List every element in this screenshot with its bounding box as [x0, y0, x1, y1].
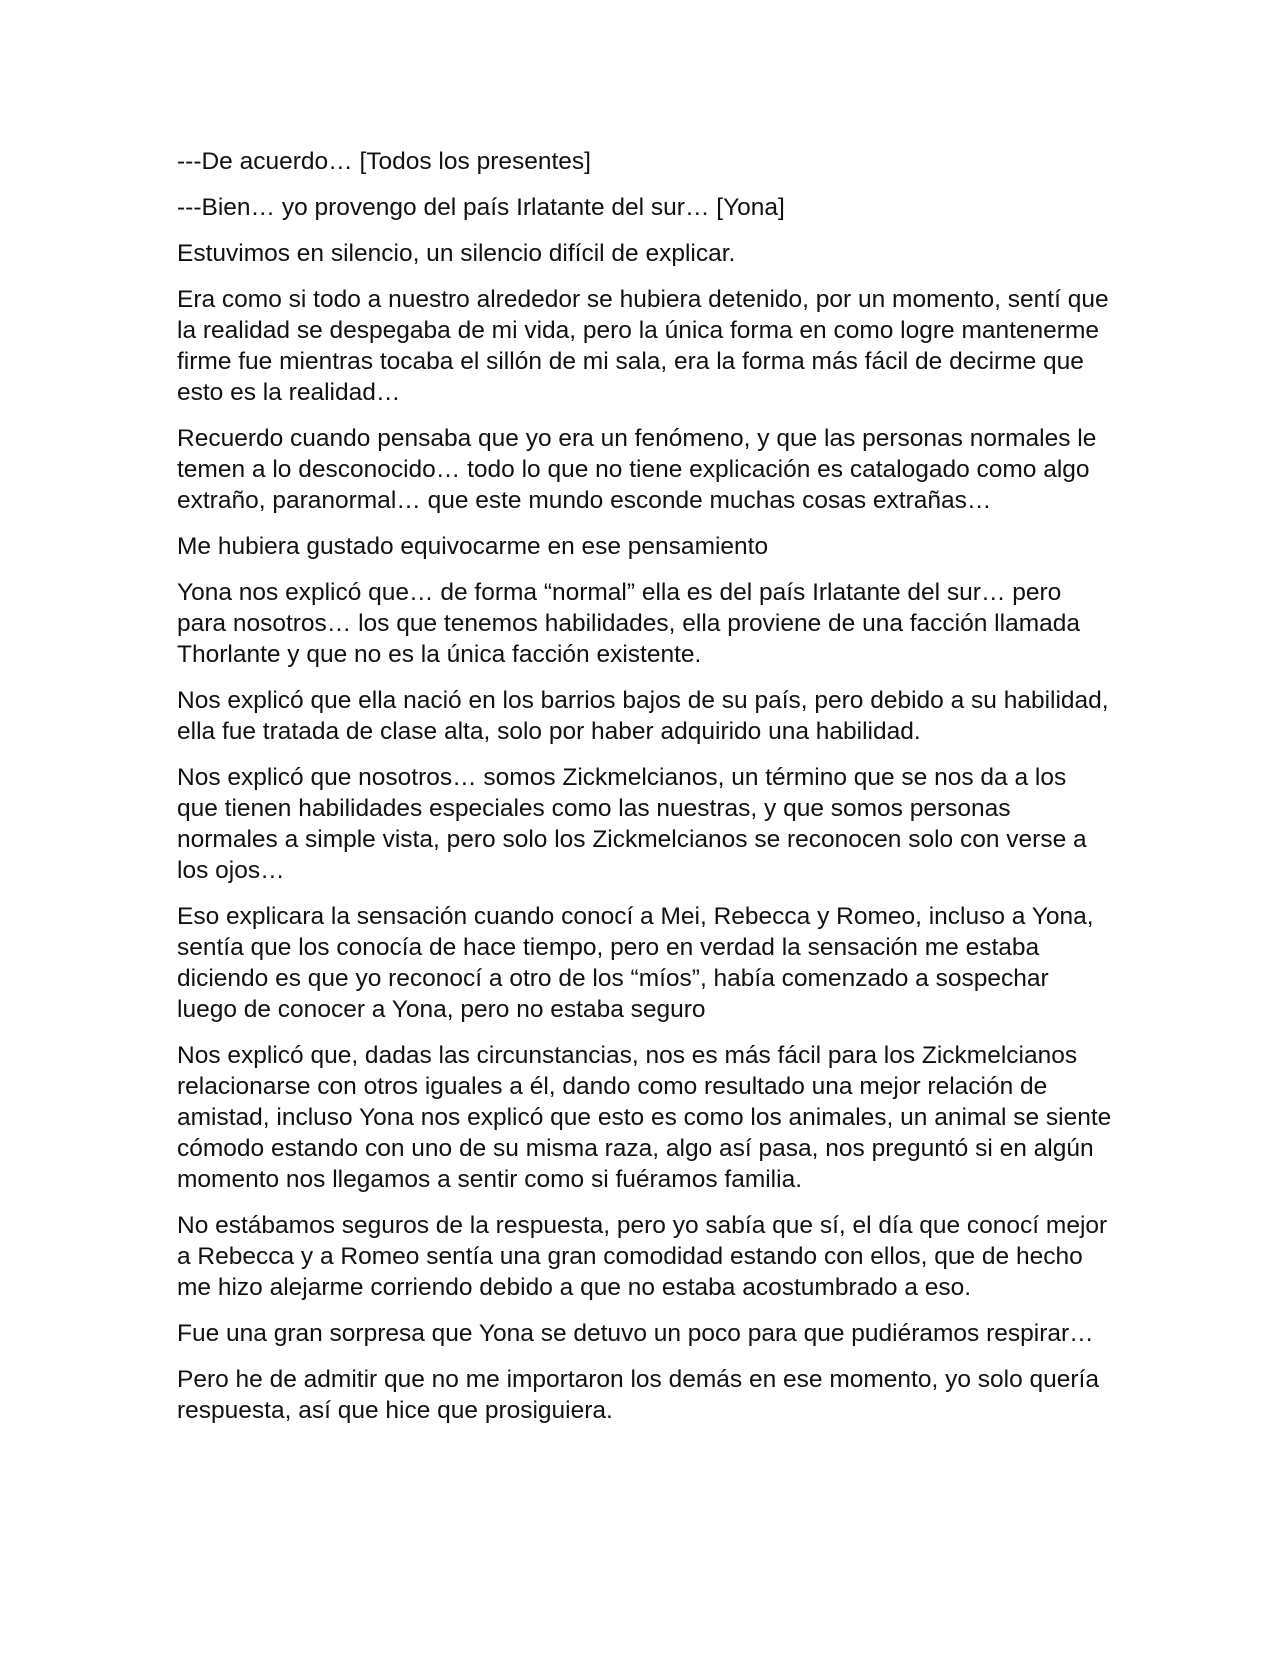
paragraph: Eso explicara la sensación cuando conocí a Mei, Rebecca y Romeo, incluso a Yona, sentía que los conocía de hace tiempo, pero en verdad la sensación me estaba diciendo es que yo reconocí a otro de los “míos”, había comenzado a sospechar luego de conocer a Yona, pero no estaba seguro	[177, 903, 1094, 1023]
paragraph: Yona nos explicó que… de forma “normal” ella es del país Irlatante del sur… pero para nosotros… los que tenemos habilidades, ella proviene de una facción llamada Thorlante y que no es la única facción existente.	[177, 579, 1080, 668]
paragraph-dialogue-2: ---Bien… yo provengo del país Irlatante del sur… [Yona]	[177, 194, 785, 221]
paragraph: Era como si todo a nuestro alrededor se hubiera detenido, por un momento, sentí que la realidad se despegaba de mi vida, pero la única forma en como logre mantenerme firme fue mientras tocaba el sillón de mi sala, era la forma más fácil de decirme que esto es la realidad…	[177, 286, 1109, 406]
document-body	[177, 146, 1112, 1441]
paragraph: No estábamos seguros de la respuesta, pero yo sabía que sí, el día que conocí mejor a Rebecca y a Romeo sentía una gran comodidad estando con ellos, que de hecho me hizo alejarme corriendo debido a que no estaba acostumbrado a eso.	[177, 1212, 1108, 1301]
paragraph: Nos explicó que ella nació en los barrios bajos de su país, pero debido a su habilidad, ella fue tratada de clase alta, solo por haber adquirido una habilidad.	[177, 687, 1109, 745]
paragraph: Estuvimos en silencio, un silencio difícil de explicar.	[177, 240, 736, 267]
paragraph: Nos explicó que nosotros… somos Zickmelcianos, un término que se nos da a los que tienen habilidades especiales como las nuestras, y que somos personas normales a simple vista, pero solo los Zickmelcianos se reconocen solo con verse a los ojos…	[177, 764, 1087, 884]
paragraph: Me hubiera gustado equivocarme en ese pensamiento	[177, 533, 769, 560]
paragraph: Pero he de admitir que no me importaron los demás en ese momento, yo solo quería respuesta, así que hice que prosiguiera.	[177, 1366, 1099, 1424]
paragraph: Recuerdo cuando pensaba que yo era un fenómeno, y que las personas normales le temen a lo desconocido… todo lo que no tiene explicación es catalogado como algo extraño, paranormal… que este mundo esconde muchas cosas extrañas…	[177, 425, 1097, 514]
paragraph: Fue una gran sorpresa que Yona se detuvo un poco para que pudiéramos respirar…	[177, 1320, 1094, 1347]
paragraph: Nos explicó que, dadas las circunstancias, nos es más fácil para los Zickmelcianos relacionarse con otros iguales a él, dando como resultado una mejor relación de amistad, incluso Yona nos explicó que esto es como los animales, un animal se siente cómodo estando con uno de su misma raza, algo así pasa, nos preguntó si en algún momento nos llegamos a sentir como si fuéramos familia.	[177, 1042, 1112, 1193]
paragraph-dialogue-1: ---De acuerdo… [Todos los presentes]	[177, 148, 591, 175]
